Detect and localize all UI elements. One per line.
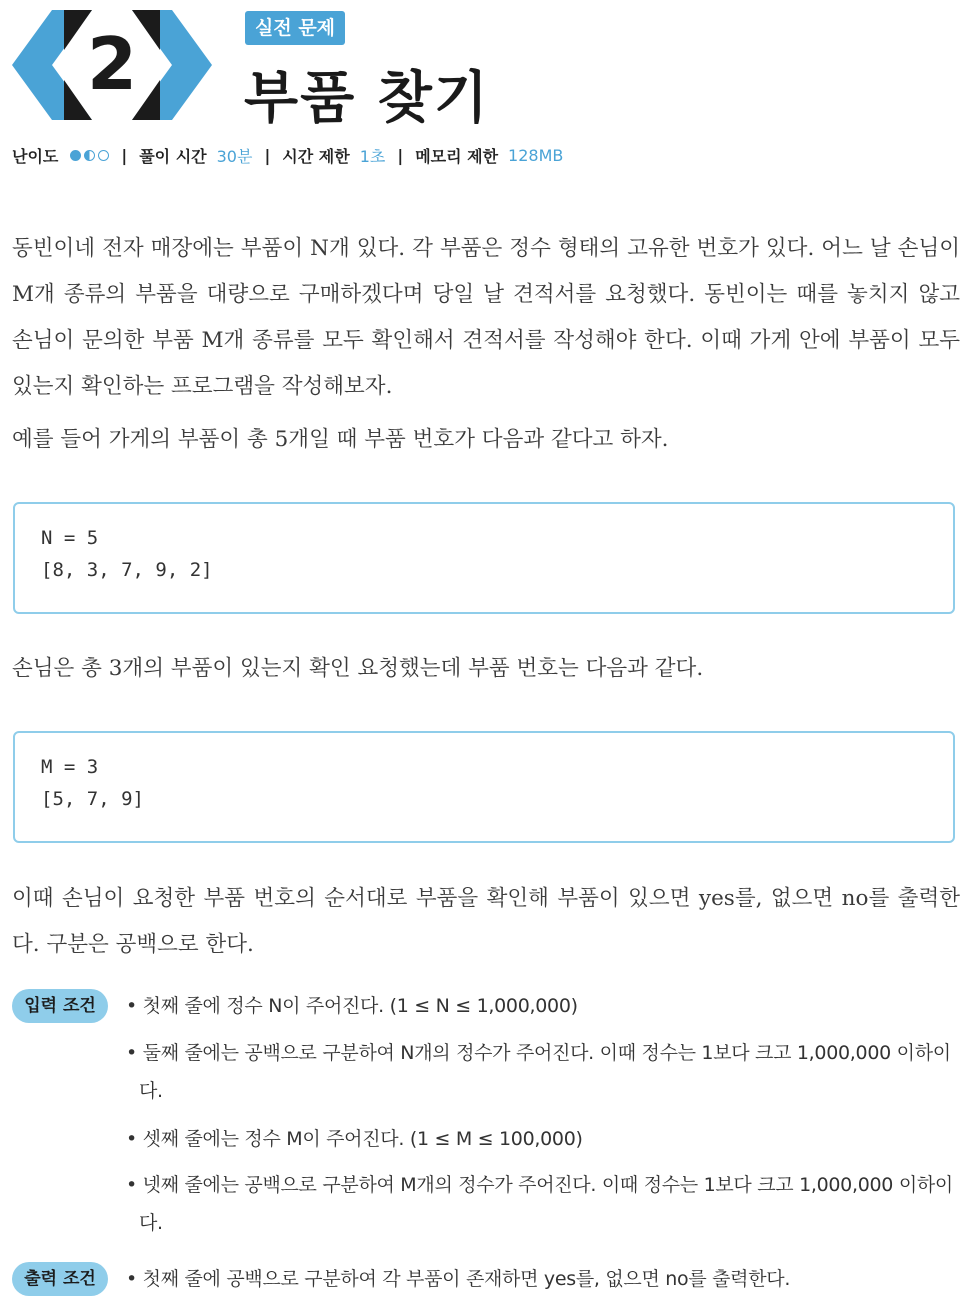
input-condition-item: • 둘째 줄에는 공백으로 구분하여 N개의 정수가 주어진다. 이때 정수는 1보다 크고 1,000,000 이하이다. [126, 1042, 951, 1102]
code-line: [8, 3, 7, 9, 2] [41, 559, 213, 581]
output-condition-item: • 첫째 줄에 공백으로 구분하여 각 부품이 존재하면 yes를, 없으면 no를 출력한다. [126, 1268, 791, 1290]
difficulty-dot-empty-icon [98, 150, 109, 161]
input-condition-item: • 넷째 줄에는 공백으로 구분하여 M개의 정수가 주어진다. 이때 정수는 1보다 크고 1,000,000 이하이다. [126, 1174, 953, 1234]
time-label: 풀이 시간 [139, 147, 207, 166]
input-condition-item: • 셋째 줄에는 정수 M이 주어진다. (1 ≤ M ≤ 100,000) [126, 1128, 583, 1150]
difficulty-indicator [70, 150, 109, 161]
input-conditions-label: 입력 조건 [12, 989, 108, 1023]
meta-separator: | [397, 146, 404, 165]
code-line: [5, 7, 9] [41, 788, 144, 810]
problem-meta [12, 144, 563, 167]
section-badge: 실전 문제 [245, 11, 345, 45]
output-description: 이때 손님이 요청한 부품 번호의 순서대로 부품을 확인해 부품이 있으면 yes를, 없으면 no를 출력한다. 구분은 공백으로 한다. [12, 886, 960, 957]
meta-separator: | [121, 146, 128, 165]
code-line: N = 5 [41, 527, 99, 549]
code-block-request [13, 731, 955, 843]
output-conditions-label: 출력 조건 [12, 1262, 108, 1296]
example-intro: 예를 들어 가게의 부품이 총 5개일 때 부품 번호가 다음과 같다고 하자. [12, 427, 669, 452]
difficulty-dot-half-icon [84, 150, 95, 161]
memory-label: 메모리 제한 [415, 147, 499, 166]
code-line: M = 3 [41, 756, 99, 778]
timelimit-label: 시간 제한 [282, 147, 350, 166]
page-title: 부품 찾기 [244, 66, 490, 131]
difficulty-dot-full-icon [70, 150, 81, 161]
memory-value: 128MB [508, 146, 564, 165]
input-condition-item: • 첫째 줄에 정수 N이 주어진다. (1 ≤ N ≤ 1,000,000) [126, 995, 578, 1017]
timelimit-value: 1초 [359, 147, 386, 166]
code-block-parts [13, 502, 955, 614]
time-value: 30분 [216, 147, 253, 166]
difficulty-label: 난이도 [12, 147, 59, 166]
problem-number: 2 [86, 22, 138, 106]
meta-separator: | [264, 146, 271, 165]
request-intro: 손님은 총 3개의 부품이 있는지 확인 요청했는데 부품 번호는 다음과 같다. [12, 656, 704, 681]
problem-description: 동빈이네 전자 매장에는 부품이 N개 있다. 각 부품은 정수 형태의 고유한 번호가 있다. 어느 날 손님이 M개 종류의 부품을 대량으로 구매하겠다며 당일 날 견적서를 요청했다. 동빈이는 때를 놓치지 않고 손님이 문의한 부품 M개 종류를 모두 확인해서 견적서를 작성해야 한다. 이때 가게 안에 부품이 모두 있는지 확인하는 프로그램을 작성해보자. [12, 236, 960, 399]
